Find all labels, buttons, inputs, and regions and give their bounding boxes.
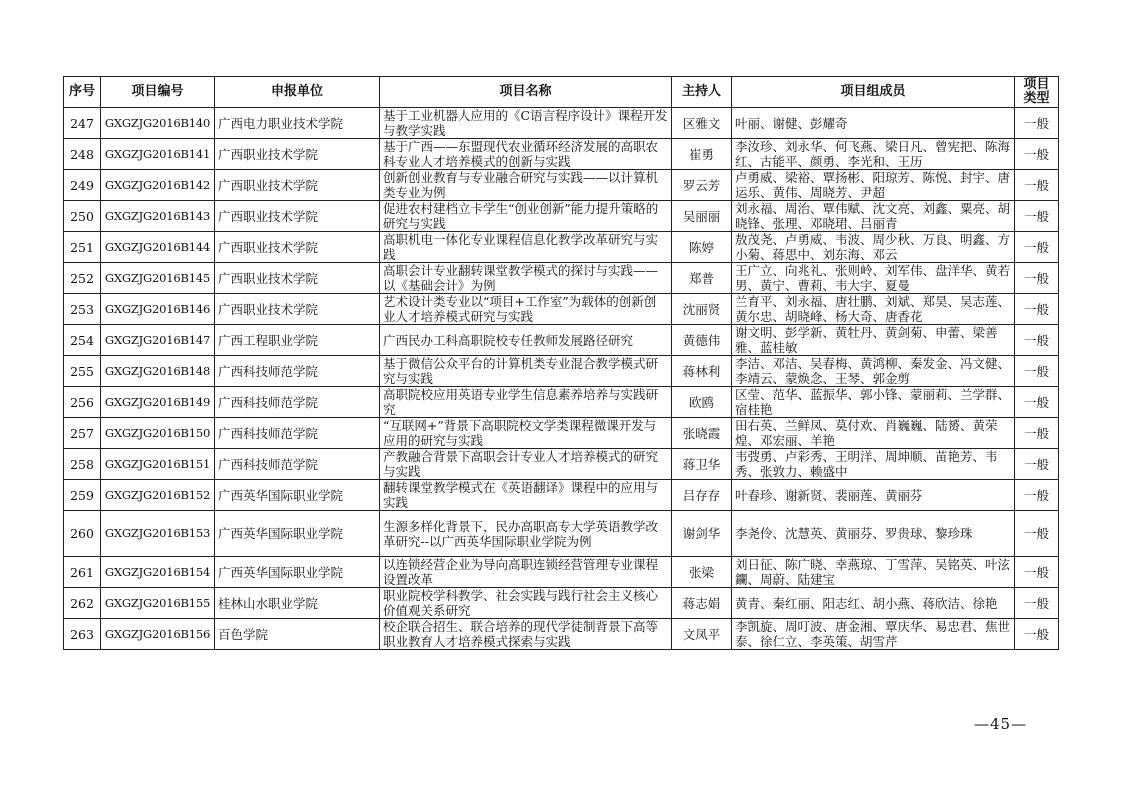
cell-type: 一般	[1015, 511, 1059, 557]
cell-members: 刘日征、陈广晓、幸燕琼、丁雪萍、吴铭英、叶泫鑭、周蔚、陆建宝	[732, 557, 1015, 588]
cell-title: 艺术设计类专业以“项目+工作室”为载体的创新创业人才培养模式研究与实践	[380, 294, 672, 325]
cell-title: 翻转课堂教学模式在《英语翻译》课程中的应用与实践	[380, 480, 672, 511]
cell-members: 李凯旋、周叮波、唐金湘、覃庆华、易忠君、焦世泰、徐仁立、李英策、胡雪芹	[732, 619, 1015, 650]
cell-title: 生源多样化背景下，民办高职高专大学英语教学改革研究--以广西英华国际职业学院为例	[380, 511, 672, 557]
cell-members: 李汝珍、刘永华、何飞燕、梁日凡、曾宪把、陈海红、古能平、颜勇、李光和、王历	[732, 139, 1015, 170]
table-row	[64, 588, 1059, 619]
header-type: 项目类型	[1015, 77, 1059, 108]
cell-no: 247	[64, 108, 101, 139]
header-host: 主持人	[672, 77, 732, 108]
cell-members: 敖茂尧、卢勇威、韦波、周少秋、万良、明鑫、方小菊、蒋思中、刘东海、邓云	[732, 232, 1015, 263]
cell-host: 谢剑华	[672, 511, 732, 557]
cell-code: GXGZJG2016B153	[101, 511, 215, 557]
cell-type: 一般	[1015, 619, 1059, 650]
cell-type: 一般	[1015, 108, 1059, 139]
table-row	[64, 294, 1059, 325]
cell-host: 张晓霞	[672, 418, 732, 449]
cell-title: 促进农村建档立卡学生“创业创新”能力提升策略的研究与实践	[380, 201, 672, 232]
table-row	[64, 418, 1059, 449]
header-unit: 申报单位	[215, 77, 380, 108]
cell-unit: 广西职业技术学院	[215, 263, 380, 294]
cell-title: 校企联合招生、联合培养的现代学徒制背景下高等职业教育人才培养模式探索与实践	[380, 619, 672, 650]
cell-type: 一般	[1015, 294, 1059, 325]
cell-no: 251	[64, 232, 101, 263]
table-row	[64, 108, 1059, 139]
cell-unit: 广西英华国际职业学院	[215, 480, 380, 511]
cell-title: “互联网+”背景下高职院校文学类课程微课开发与应用的研究与实践	[380, 418, 672, 449]
cell-host: 欧鸥	[672, 387, 732, 418]
cell-title: 高职院校应用英语专业学生信息素养培养与实践研究	[380, 387, 672, 418]
header-no: 序号	[64, 77, 101, 108]
cell-type: 一般	[1015, 232, 1059, 263]
cell-no: 262	[64, 588, 101, 619]
cell-no: 252	[64, 263, 101, 294]
cell-members: 黄青、秦红丽、阳志红、胡小燕、蒋欣洁、徐艳	[732, 588, 1015, 619]
cell-code: GXGZJG2016B147	[101, 325, 215, 356]
cell-unit: 广西科技师范学院	[215, 418, 380, 449]
header-title: 项目名称	[380, 77, 672, 108]
cell-host: 吕存存	[672, 480, 732, 511]
cell-code: GXGZJG2016B146	[101, 294, 215, 325]
cell-type: 一般	[1015, 588, 1059, 619]
table-row	[64, 557, 1059, 588]
cell-members: 区莹、范华、蓝振华、郭小锋、蒙丽莉、兰学群、宿桂艳	[732, 387, 1015, 418]
cell-unit: 广西工程职业学院	[215, 325, 380, 356]
project-table-container	[63, 76, 1058, 650]
cell-type: 一般	[1015, 449, 1059, 480]
cell-host: 郑普	[672, 263, 732, 294]
cell-unit: 广西英华国际职业学院	[215, 511, 380, 557]
cell-members: 田右英、兰鲜凤、莫付欢、肖巍巍、陆赟、黄荣煌、邓宏丽、羊艳	[732, 418, 1015, 449]
header-members: 项目组成员	[732, 77, 1015, 108]
cell-unit: 广西职业技术学院	[215, 232, 380, 263]
cell-type: 一般	[1015, 418, 1059, 449]
cell-members: 刘永福、周治、覃伟赋、沈文亮、刘鑫、粟亮、胡晓锋、张理、邓晓珺、吕丽青	[732, 201, 1015, 232]
cell-title: 高职机电一体化专业课程信息化教学改革研究与实践	[380, 232, 672, 263]
cell-title: 产教融合背景下高职会计专业人才培养模式的研究与实践	[380, 449, 672, 480]
cell-code: GXGZJG2016B143	[101, 201, 215, 232]
cell-title: 高职会计专业翻转课堂教学模式的探讨与实践——以《基础会计》为例	[380, 263, 672, 294]
cell-title: 基于工业机器人应用的《C语言程序设计》课程开发与教学实践	[380, 108, 672, 139]
cell-type: 一般	[1015, 139, 1059, 170]
cell-code: GXGZJG2016B144	[101, 232, 215, 263]
cell-code: GXGZJG2016B151	[101, 449, 215, 480]
cell-code: GXGZJG2016B142	[101, 170, 215, 201]
cell-unit: 百色学院	[215, 619, 380, 650]
header-code: 项目编号	[101, 77, 215, 108]
cell-no: 249	[64, 170, 101, 201]
cell-members: 兰育平、刘永福、唐壮鹏、刘斌、郑昊、吴志莲、黄尔忠、胡晓峰、杨大奇、唐香花	[732, 294, 1015, 325]
cell-type: 一般	[1015, 170, 1059, 201]
cell-host: 罗云芳	[672, 170, 732, 201]
table-row	[64, 325, 1059, 356]
cell-host: 蒋卫华	[672, 449, 732, 480]
table-row	[64, 356, 1059, 387]
table-row	[64, 449, 1059, 480]
cell-members: 叶丽、谢健、彭耀奇	[732, 108, 1015, 139]
cell-unit: 广西职业技术学院	[215, 294, 380, 325]
table-row	[64, 139, 1059, 170]
cell-no: 257	[64, 418, 101, 449]
cell-host: 崔勇	[672, 139, 732, 170]
table-body	[64, 108, 1059, 650]
cell-type: 一般	[1015, 387, 1059, 418]
cell-unit: 广西科技师范学院	[215, 449, 380, 480]
cell-code: GXGZJG2016B149	[101, 387, 215, 418]
cell-type: 一般	[1015, 557, 1059, 588]
cell-code: GXGZJG2016B141	[101, 139, 215, 170]
cell-host: 黄德伟	[672, 325, 732, 356]
table-row	[64, 619, 1059, 650]
cell-host: 张梁	[672, 557, 732, 588]
cell-no: 248	[64, 139, 101, 170]
table-row	[64, 511, 1059, 557]
cell-type: 一般	[1015, 201, 1059, 232]
cell-no: 260	[64, 511, 101, 557]
project-table	[63, 76, 1059, 650]
cell-no: 258	[64, 449, 101, 480]
cell-unit: 广西科技师范学院	[215, 356, 380, 387]
cell-no: 255	[64, 356, 101, 387]
cell-members: 王广立、向兆礼、张则岭、刘军伟、盘洋华、黄若男、黄宁、曹莉、韦大宇、夏曼	[732, 263, 1015, 294]
table-row	[64, 263, 1059, 294]
cell-host: 蒋志娟	[672, 588, 732, 619]
cell-code: GXGZJG2016B154	[101, 557, 215, 588]
cell-type: 一般	[1015, 325, 1059, 356]
cell-title: 创新创业教育与专业融合研究与实践——以计算机类专业为例	[380, 170, 672, 201]
cell-members: 叶春珍、谢新贤、裴丽莲、黄丽芬	[732, 480, 1015, 511]
cell-host: 吴丽丽	[672, 201, 732, 232]
cell-title: 广西民办工科高职院校专任教师发展路径研究	[380, 325, 672, 356]
cell-host: 陈婷	[672, 232, 732, 263]
cell-type: 一般	[1015, 356, 1059, 387]
cell-no: 259	[64, 480, 101, 511]
cell-code: GXGZJG2016B148	[101, 356, 215, 387]
cell-members: 韦弢勇、卢彩秀、王明洋、周坤顺、苗艳芳、韦秀、张敦力、赖盛中	[732, 449, 1015, 480]
cell-unit: 广西职业技术学院	[215, 201, 380, 232]
table-row	[64, 232, 1059, 263]
cell-no: 250	[64, 201, 101, 232]
cell-title: 基于广西——东盟现代农业循环经济发展的高职农科专业人才培养模式的创新与实践	[380, 139, 672, 170]
cell-host: 文凤平	[672, 619, 732, 650]
cell-unit: 广西职业技术学院	[215, 139, 380, 170]
cell-unit: 广西英华国际职业学院	[215, 557, 380, 588]
cell-title: 基于微信公众平台的计算机类专业混合教学模式研究与实践	[380, 356, 672, 387]
cell-unit: 广西电力职业技术学院	[215, 108, 380, 139]
cell-no: 261	[64, 557, 101, 588]
cell-type: 一般	[1015, 480, 1059, 511]
cell-members: 李洁、邓洁、吴春梅、黄鸿柳、秦发金、冯文健、李靖云、蒙焕念、王琴、郭金剪	[732, 356, 1015, 387]
cell-code: GXGZJG2016B150	[101, 418, 215, 449]
cell-no: 256	[64, 387, 101, 418]
page-number: —45—	[974, 715, 1028, 733]
cell-unit: 广西职业技术学院	[215, 170, 380, 201]
cell-no: 263	[64, 619, 101, 650]
cell-members: 卢勇威、梁裕、覃扬彬、阳琼芳、陈悦、封宇、唐运乐、黄伟、周晓芳、尹超	[732, 170, 1015, 201]
cell-no: 253	[64, 294, 101, 325]
cell-code: GXGZJG2016B156	[101, 619, 215, 650]
cell-host: 蒋林利	[672, 356, 732, 387]
table-row	[64, 170, 1059, 201]
table-row	[64, 201, 1059, 232]
cell-title: 以连锁经营企业为导向高职连锁经营管理专业课程设置改革	[380, 557, 672, 588]
cell-unit: 广西科技师范学院	[215, 387, 380, 418]
cell-title: 职业院校学科教学、社会实践与践行社会主义核心价值观关系研究	[380, 588, 672, 619]
cell-host: 沈丽贤	[672, 294, 732, 325]
cell-code: GXGZJG2016B155	[101, 588, 215, 619]
cell-type: 一般	[1015, 263, 1059, 294]
cell-members: 李尧伶、沈慧英、黄丽芬、罗贵球、黎珍珠	[732, 511, 1015, 557]
cell-code: GXGZJG2016B145	[101, 263, 215, 294]
cell-code: GXGZJG2016B152	[101, 480, 215, 511]
table-row	[64, 387, 1059, 418]
cell-code: GXGZJG2016B140	[101, 108, 215, 139]
cell-no: 254	[64, 325, 101, 356]
cell-members: 谢文明、彭学新、黄牡丹、黄剑菊、申蕾、梁善雅、蓝桂敏	[732, 325, 1015, 356]
table-header-row	[64, 77, 1059, 108]
table-row	[64, 480, 1059, 511]
cell-host: 区雅文	[672, 108, 732, 139]
cell-unit: 桂林山水职业学院	[215, 588, 380, 619]
